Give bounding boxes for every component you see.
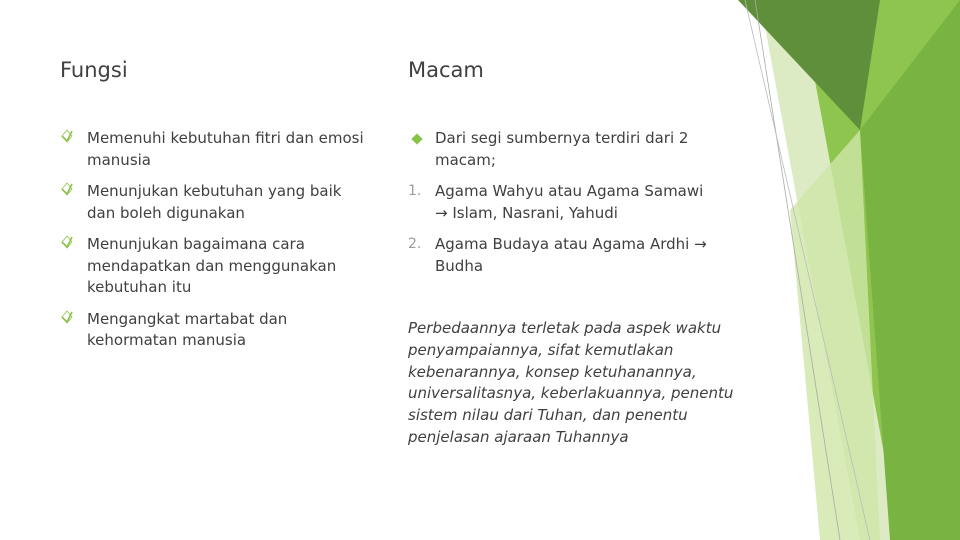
macam-list: [408, 128, 738, 287]
diamond-bullet-icon: [411, 133, 422, 144]
list-item: [408, 234, 738, 277]
fungsi-item-text: Menunjukan kebutuhan yang baik dan boleh digunakan: [87, 182, 342, 222]
list-item: [408, 181, 738, 224]
check-diamond-icon: [60, 234, 80, 256]
arrow-right-icon: →: [694, 235, 707, 253]
check-diamond-icon: [60, 309, 80, 331]
macam-item-text: Agama Budaya atau Agama Ardhi: [435, 235, 690, 253]
list-item: [60, 181, 370, 224]
list-item: [408, 128, 738, 171]
macam-item-result: Islam, Nasrani, Yahudi: [452, 203, 618, 222]
fungsi-heading: Fungsi: [60, 58, 128, 82]
macam-item-result: Budha: [435, 256, 484, 275]
macam-intro-text: Dari segi sumbernya terdiri dari 2 macam;: [435, 129, 689, 169]
macam-item-text: Agama Wahyu atau Agama Samawi: [435, 182, 704, 200]
arrow-right-icon: →: [435, 203, 448, 222]
list-item: [60, 128, 370, 171]
list-item: [60, 309, 370, 352]
check-diamond-icon: [60, 128, 80, 150]
fungsi-list: [60, 128, 370, 362]
fungsi-item-text: Memenuhi kebutuhan fitri dan emosi manusia: [87, 129, 364, 169]
list-item: [60, 234, 370, 299]
difference-note: Perbedaannya terletak pada aspek waktu penyampaiannya, sifat kemutlakan kebenarannya, konsep ketuhanannya, universalitasnya, keberlakuannya, penentu sistem nilau dari Tuhan, dan penentu penjelasan ajaraan Tuhannya: [408, 319, 734, 446]
macam-heading: Macam: [408, 58, 484, 82]
check-diamond-icon: [60, 181, 80, 203]
fungsi-item-text: Menunjukan bagaimana cara mendapatkan dan menggunakan kebutuhan itu: [87, 235, 337, 296]
fungsi-item-text: Mengangkat martabat dan kehormatan manusia: [87, 309, 288, 349]
item-number: 1.: [408, 183, 422, 199]
item-number: 2.: [408, 236, 422, 252]
